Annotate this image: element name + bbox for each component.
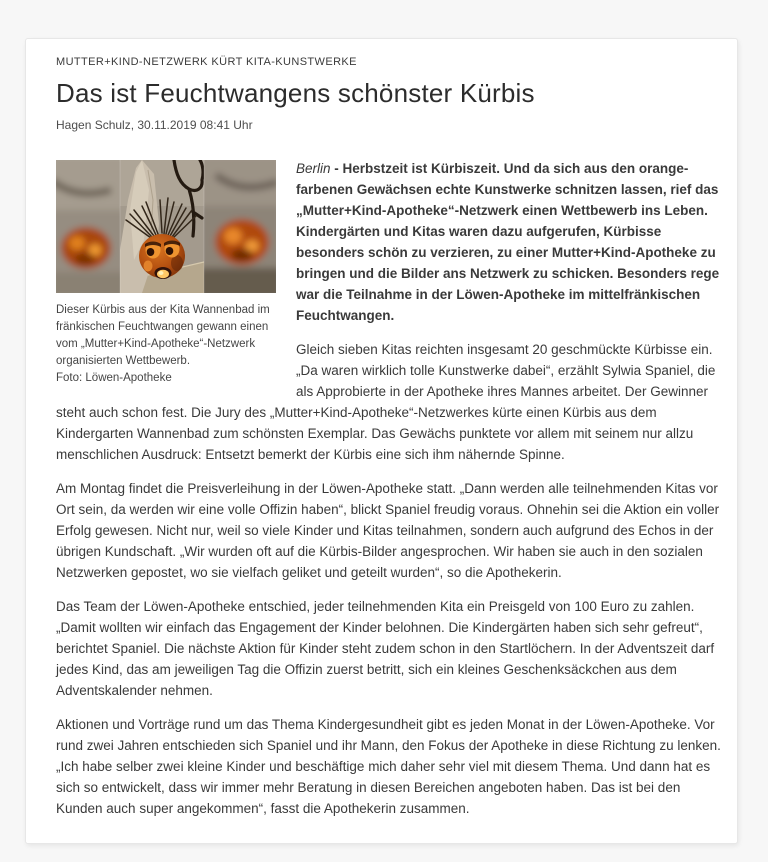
caption-text: Dieser Kürbis aus der Kita Wannenbad im fränkischen Feuchtwangen gewann einen vom „Mutter+Kind-Apotheke“-Netzwerk organisierten Wettbewerb. bbox=[56, 304, 270, 368]
body-paragraph: Aktionen und Vorträge rund um das Thema Kindergesundheit gibt es jeden Monat in der Löwen-Apotheke. Vor rund zwei Jahren entschieden sich Spaniel und ihr Mann, den Fokus der Apotheke in diese Richtung zu lenken. „Ich habe selber zwei kleine Kinder und beschäftige mich daher sehr viel mit diesem Thema. Und dann hat es sich so entwickelt, dass wir immer mehr Beratung in diesen Bereichen angeboten haben. Das ist bei den Kunden auch super angekommen“, fasst die Apothekerin zusammen. bbox=[56, 717, 721, 817]
body-paragraph: Gleich sieben Kitas reichten insgesamt 20 geschmückte Kürbisse ein. „Da waren wirklich tolle Kunstwerke dabei“, erzählt Sylwia Spaniel, die als Approbierte in der Apotheke ihres Mannes arbeitet. Der Gewinner steht auch schon fest. Die Jury des „Mutter+Kind-Apotheke“-Netzwerkes kürte einen Kürbis aus dem Kindergarten Wannenbad zum schönsten Exemplar. Das Gewächs punktete vor allem mit seinem nur allzu menschlichen Ausdruck: Entsetzt bemerkt der Kürbis eine sich ihm nähernde Spinne. bbox=[56, 342, 716, 463]
figure-caption bbox=[56, 302, 276, 387]
page-background bbox=[0, 38, 768, 844]
dateline-separator: - bbox=[330, 161, 343, 177]
article-card bbox=[25, 38, 738, 844]
byline: Hagen Schulz, 30.11.2019 08:41 Uhr bbox=[56, 118, 253, 133]
article-body bbox=[56, 158, 722, 819]
article-kicker: MUTTER+KIND-NETZWERK KÜRT KITA-KUNSTWERKE bbox=[56, 56, 357, 68]
lead-text: Herbstzeit ist Kürbiszeit. Und da sich aus den orange-farbenen Gewächsen echte Kunstwerke schnitzen lassen, rief das „Mutter+Kind-Apotheke“-Netzwerk einen Wettbewerb ins Leben. Kindergärten und Kitas waren dazu aufgerufen, Kürbisse besonders schön zu verzieren, zu einer Mutter+Kind-Apotheke zu bringen und die Bilder ans Netzwerk zu schicken. Besonders rege war die Teilnahme in der Löwen-Apotheke im mittelfränkischen Feuchtwangen. bbox=[296, 161, 720, 324]
body-paragraph: Am Montag findet die Preisverleihung in der Löwen-Apotheke statt. „Dann werden alle teilnehmenden Kitas vor Ort sein, da werden wir eine volle Offizin haben“, blickt Spaniel freudig voraus. Ohnehin sei die Aktion ein voller Erfolg gewesen. Nicht nur, weil so viele Kinder und Kitas teilnahmen, sondern auch aufgrund des Echos in der übrigen Kundschaft. „Wir wurden oft auf die Kürbis-Bilder angesprochen. Wir haben sie auch in den sozialen Netzwerken gepostet, wo sie vielfach geliket und geteilt wurden“, so die Apothekerin. bbox=[56, 481, 720, 581]
article-figure bbox=[56, 160, 276, 387]
photo-credit: Foto: Löwen-Apotheke bbox=[56, 372, 172, 385]
page-title: Das ist Feuchtwangens schönster Kürbis bbox=[56, 78, 535, 108]
dateline: Berlin bbox=[296, 161, 331, 177]
body-paragraph: Das Team der Löwen-Apotheke entschied, jeder teilnehmenden Kita ein Preisgeld von 100 Euro zu zahlen. „Damit wollten wir einfach das Engagement der Kinder belohnen. Die Kindergärten haben sich sehr gefreut“, berichtet Spaniel. Die nächste Aktion für Kinder steht zudem schon in den Startlöchern. In der Adventszeit darf jedes Kind, das am jeweiligen Tag die Offizin zuerst betritt, sich ein kleines Geschenksäckchen aus dem Adventskalender nehmen. bbox=[56, 599, 715, 699]
carved-pumpkin-photo bbox=[56, 160, 276, 293]
